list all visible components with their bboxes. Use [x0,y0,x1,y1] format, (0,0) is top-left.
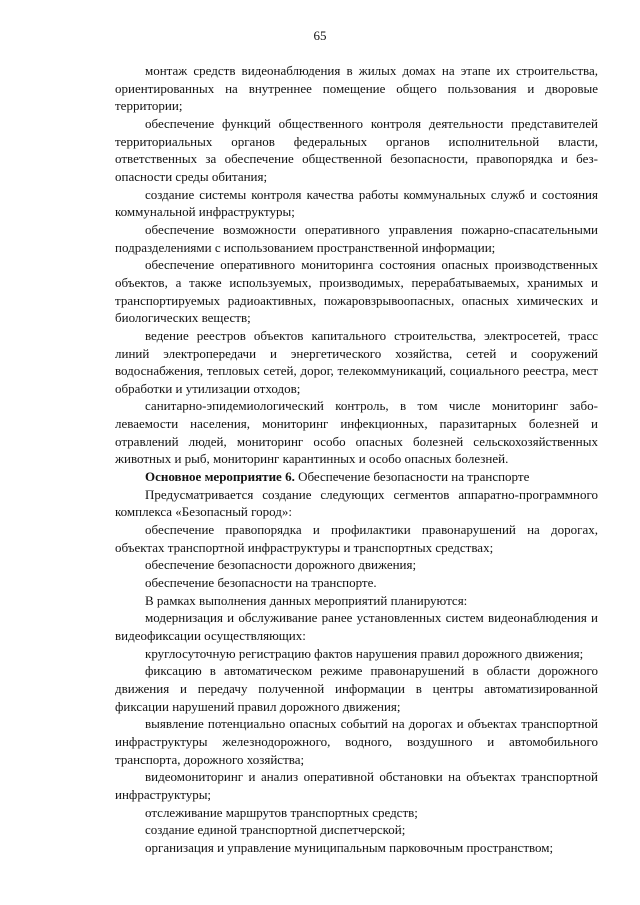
paragraph: В рамках выполнения данных мероприятий планируются: [145,592,468,608]
paragraph: санитарно-эпидемиологический контроль, в том числе мониторинг заболеваемости населения, мониторинг инфекционных, паразитарных болезней и отравлений людей, мониторинг особо опасных болезней сельскохозяйственных животных и рыб, мониторинг карантинных и особо опасных болезней. [115,398,598,467]
paragraph: обеспечение безопасности на транспорте. [145,575,377,591]
paragraph: выявление потенциально опасных событий на дорогах и объектах транспортной инфраструктуры железнодорожного, водного, воздушного и автомобильного транспорта, дорожного хозяйства; [115,716,598,767]
section-heading [115,468,598,486]
section-heading-text: Обеспечение безопасности на транспорте [294,469,530,485]
page-number: 65 [313,28,327,43]
paragraph: создание системы контроля качества работы коммунальных служб и состояния коммунальной инфраструктуры; [115,186,598,220]
paragraph: организация и управление муниципальным парковочным пространством; [145,839,554,855]
paragraph: монтаж средств видеонаблюдения в жилых домах на этапе их строительства, ориентированных на внутреннее помещение общего пользования и дворовые территории; [115,63,598,114]
paragraph: обеспечение возможности оперативного управления пожарно-спасательными подразделениями с использованием пространственной информации; [115,221,598,255]
paragraph: ведение реестров объектов капитального строительства, электросетей, трасс линий электропередачи и энергетического хозяйства, сетей и сооружений водоснабжения, тепловых сетей, дорог, телекоммуникаций, социального реестра, мест обработки и утилизации отходов; [115,327,598,396]
paragraph: отслеживание маршрутов транспортных средств; [145,804,418,820]
paragraph: создание единой транспортной диспетчерской; [145,822,406,838]
paragraph: фиксацию в автоматическом режиме правонарушений в области дорожного движения и передачу полученной информации в центры автоматизированной фиксации нарушений правил дорожного движения; [115,663,598,714]
section-heading-lead: Основное мероприятие 6. [145,469,295,485]
paragraph: круглосуточную регистрацию фактов нарушения правил дорожного движения; [145,645,584,661]
document-body [115,62,598,857]
paragraph: обеспечение функций общественного контроля деятельности представителей территориальных органов федеральных органов исполнительной власти, ответственных за обеспечение общественной безопасности, правопорядка и безопасности среды обитания; [115,115,598,184]
paragraph: обеспечение оперативного мониторинга состояния опасных производственных объектов, а также используемых, производимых, перерабатываемых, хранимых и транспортируемых радиоактивных, пожаровзрывоопасных, опасных химических и биологических веществ; [115,257,598,326]
paragraph: обеспечение безопасности дорожного движения; [145,557,417,573]
paragraph: модернизация и обслуживание ранее установленных систем видеонаблюдения и видеофиксации осуществляющих: [115,610,598,643]
paragraph: Предусматривается создание следующих сегментов аппаратно-программного комплекса «Безопасный город»: [115,486,598,520]
paragraph: обеспечение правопорядка и профилактики правонарушений на дорогах, объектах транспортной инфраструктуры и транспортных средствах; [115,522,598,555]
paragraph: видеомониторинг и анализ оперативной обстановки на объектах транспортной инфраструктуры; [115,769,598,802]
